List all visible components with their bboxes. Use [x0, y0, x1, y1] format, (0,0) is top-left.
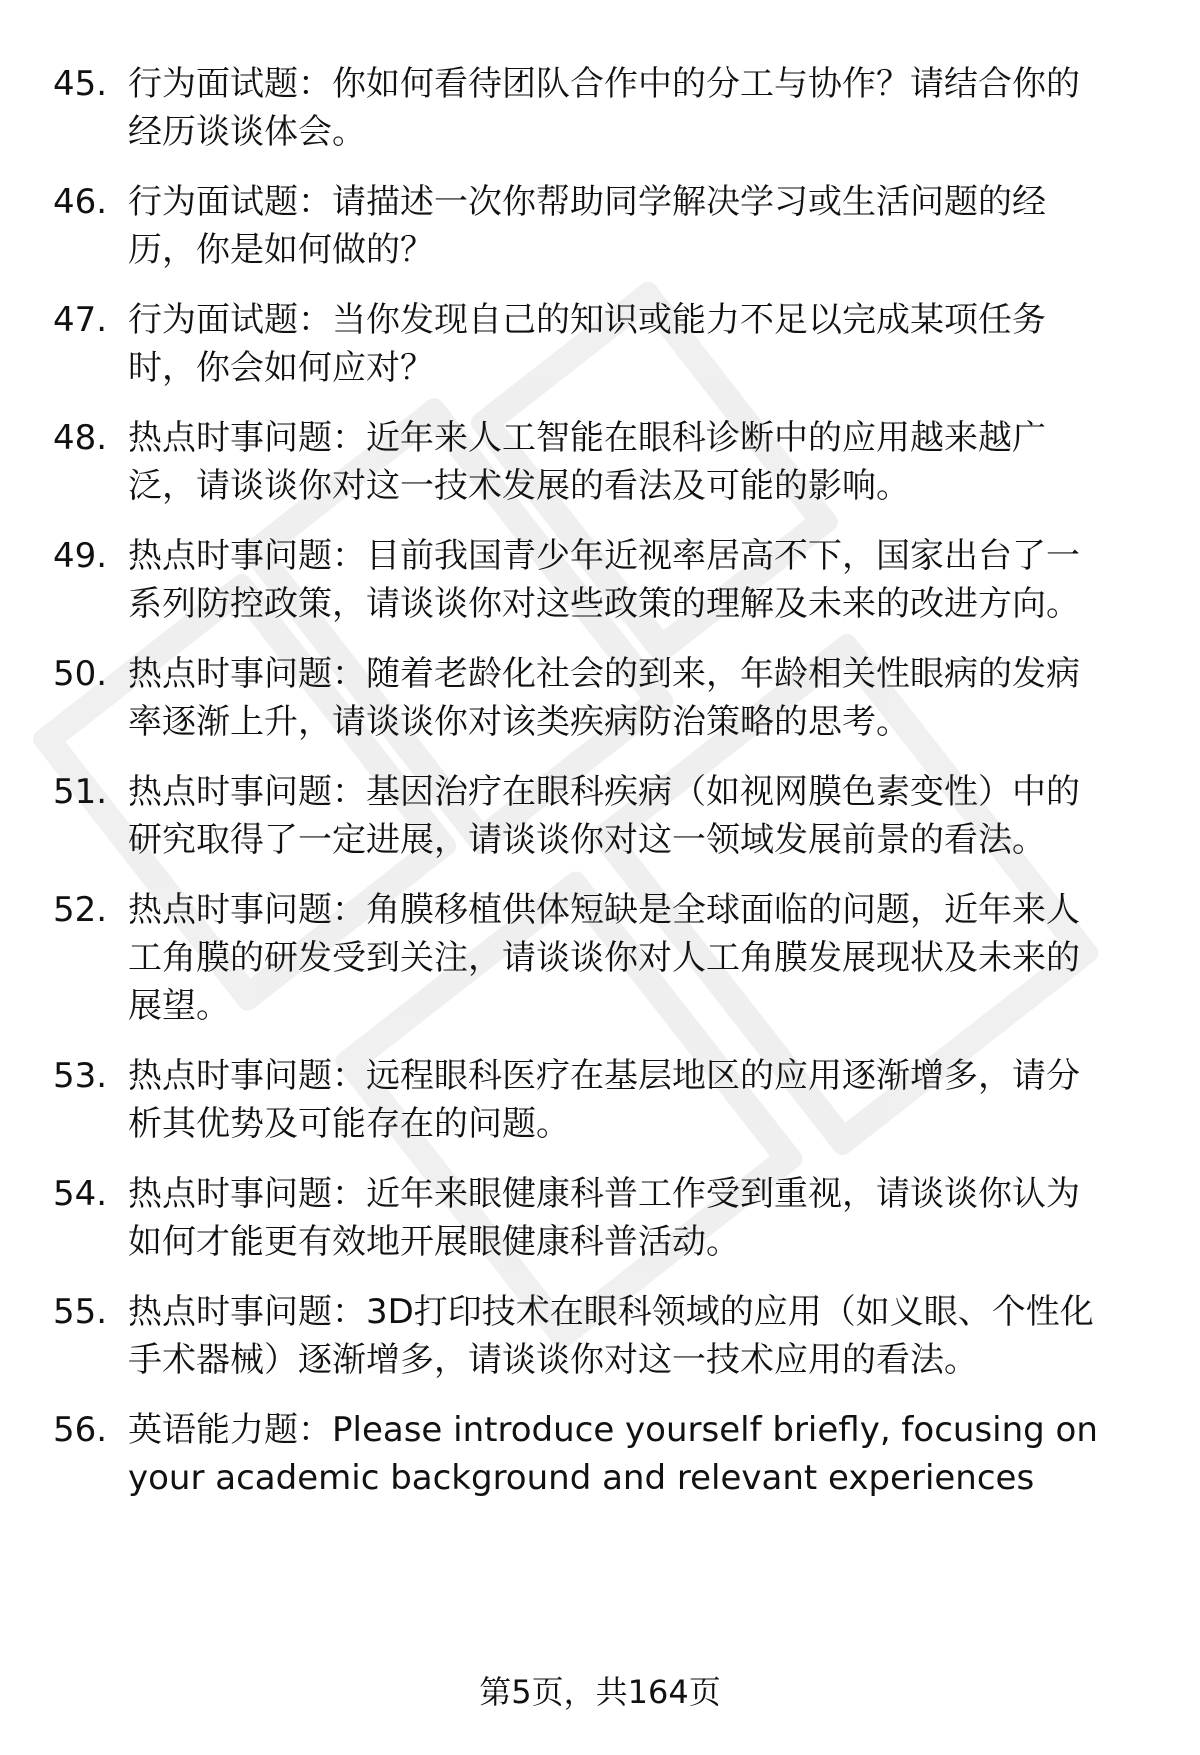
- question-line: 热点时事问题：近年来眼健康科普工作受到重视，请谈谈你认为: [128, 1174, 1080, 1214]
- question-number: 53.: [53, 1056, 108, 1096]
- question-text: [128, 414, 1158, 510]
- question-number: 46.: [53, 182, 108, 222]
- question-line: 手术器械）逐渐增多，请谈谈你对这一技术应用的看法。: [128, 1340, 978, 1380]
- question-text: [128, 178, 1158, 274]
- question-number: 51.: [53, 772, 108, 812]
- question-line: 热点时事问题：基因治疗在眼科疾病（如视网膜色素变性）中的: [128, 772, 1080, 812]
- question-line: 时，你会如何应对？: [128, 348, 434, 388]
- question-text: [128, 296, 1158, 392]
- question-line: 热点时事问题：3D打印技术在眼科领域的应用（如义眼、个性化: [128, 1292, 1094, 1332]
- question-number: 47.: [53, 300, 108, 340]
- question-number: 45.: [53, 64, 108, 104]
- question-line: 历，你是如何做的？: [128, 230, 434, 270]
- question-number: 52.: [53, 890, 108, 930]
- question-line: 研究取得了一定进展，请谈谈你对这一领域发展前景的看法。: [128, 820, 1046, 860]
- question-number: 54.: [53, 1174, 108, 1214]
- question-text: [128, 1052, 1158, 1148]
- question-text: [128, 1170, 1158, 1266]
- question-line: 如何才能更有效地开展眼健康科普活动。: [128, 1222, 740, 1262]
- question-number: 56.: [53, 1410, 108, 1450]
- question-number: 48.: [53, 418, 108, 458]
- question-number: 49.: [53, 536, 108, 576]
- question-text: [128, 768, 1158, 864]
- question-text: [128, 650, 1158, 746]
- question-line: 英语能力题：Please introduce yourself briefly, focusing on: [128, 1410, 1098, 1450]
- question-line: your academic background and relevant experiences: [128, 1458, 1035, 1498]
- question-line: 热点时事问题：目前我国青少年近视率居高不下，国家出台了一: [128, 536, 1080, 576]
- question-line: 行为面试题：你如何看待团队合作中的分工与协作？请结合你的: [128, 64, 1080, 104]
- question-line: 展望。: [128, 986, 230, 1026]
- question-line: 系列防控政策，请谈谈你对这些政策的理解及未来的改进方向。: [128, 584, 1080, 624]
- question-line: 工角膜的研发受到关注，请谈谈你对人工角膜发展现状及未来的: [128, 938, 1080, 978]
- question-line: 析其优势及可能存在的问题。: [128, 1104, 570, 1144]
- question-line: 经历谈谈体会。: [128, 112, 366, 152]
- question-line: 行为面试题：请描述一次你帮助同学解决学习或生活问题的经: [128, 182, 1046, 222]
- question-text: [128, 1288, 1158, 1384]
- question-text: [128, 1406, 1158, 1502]
- question-line: 行为面试题：当你发现自己的知识或能力不足以完成某项任务: [128, 300, 1046, 340]
- question-line: 热点时事问题：近年来人工智能在眼科诊断中的应用越来越广: [128, 418, 1046, 458]
- question-number: 50.: [53, 654, 108, 694]
- question-line: 率逐渐上升，请谈谈你对该类疾病防治策略的思考。: [128, 702, 910, 742]
- question-line: 热点时事问题：角膜移植供体短缺是全球面临的问题，近年来人: [128, 890, 1080, 930]
- question-number: 55.: [53, 1292, 108, 1332]
- question-text: [128, 60, 1158, 156]
- page-footer: 第5页，共164页: [479, 1673, 721, 1711]
- question-text: [128, 532, 1158, 628]
- question-text: [128, 886, 1158, 1030]
- question-line: 热点时事问题：远程眼科医疗在基层地区的应用逐渐增多，请分: [128, 1056, 1080, 1096]
- question-line: 热点时事问题：随着老龄化社会的到来，年龄相关性眼病的发病: [128, 654, 1080, 694]
- question-line: 泛，请谈谈你对这一技术发展的看法及可能的影响。: [128, 466, 910, 506]
